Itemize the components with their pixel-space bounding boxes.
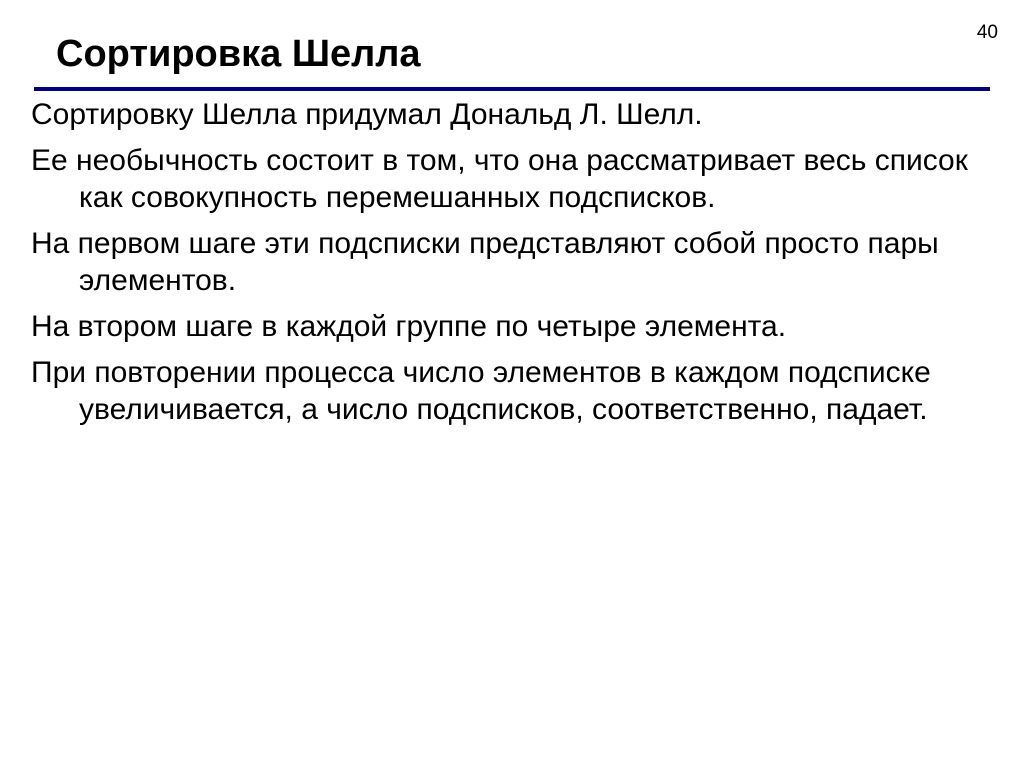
paragraph: На втором шаге в каждой группе по четыре элемента. (31, 310, 787, 343)
paragraph: На первом шаге эти подсписки представляют собой просто пары элементов. (31, 227, 939, 297)
paragraph: Сортировку Шелла придумал Дональд Л. Шелл. (31, 98, 703, 131)
paragraph: При повторении процесса число элементов в каждом подсписке увеличивается, а число подсписков, соответственно, падает. (31, 356, 931, 426)
title-underline (34, 87, 990, 91)
slide-number: 40 (976, 22, 998, 43)
body-text (31, 96, 991, 437)
paragraph: Ее необычность состоит в том, что она рассматривает весь список как совокупность перемешанных подсписков. (31, 144, 968, 214)
slide-title: Сортировка Шелла (56, 33, 421, 75)
